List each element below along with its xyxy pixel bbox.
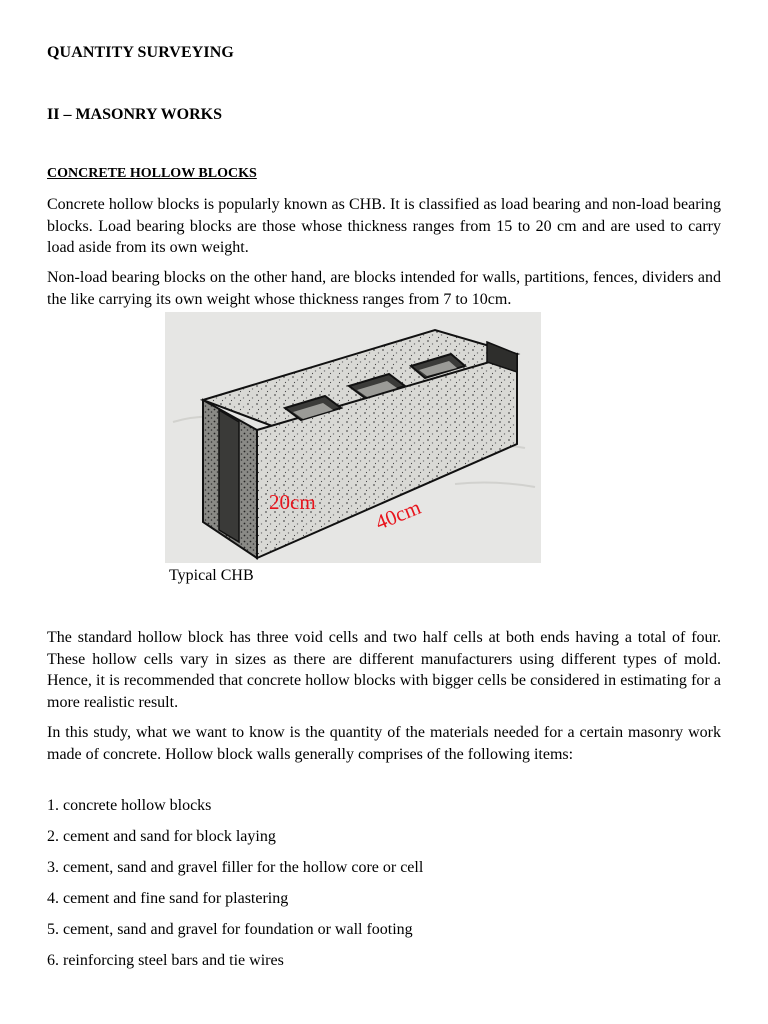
paragraph-chb-definition: Concrete hollow blocks is popularly known as CHB. It is classified as load bearing and non-load bearing blocks. Load bearing blocks are those whose thickness ranges from 15 to 20 cm and are used to carry load aside from its own weight. [47, 196, 721, 256]
section-heading: II – MASONRY WORKS [47, 106, 223, 123]
materials-list [47, 796, 423, 982]
chb-figure [165, 312, 541, 563]
subsection-heading: CONCRETE HOLLOW BLOCKS [47, 166, 257, 181]
paragraph-non-load-bearing: Non-load bearing blocks on the other hand, are blocks intended for walls, partitions, fences, dividers and the like carrying its own weight whose thickness ranges from 7 to 10cm. [47, 269, 721, 308]
length-label: 40cm [371, 494, 425, 535]
list-item: 3. cement, sand and gravel filler for the hollow core or cell [47, 859, 424, 876]
list-item: 6. reinforcing steel bars and tie wires [47, 952, 284, 969]
document-title: QUANTITY SURVEYING [47, 44, 234, 61]
list-item: 2. cement and sand for block laying [47, 828, 276, 845]
paragraph-standard-block: The standard hollow block has three void cells and two half cells at both ends having a total of four. These hollow cells vary in sizes as there are different manufacturers using different types of mold. Hence, it is recommended that concrete hollow blocks with bigger cells be considered in estimating for a more realistic result. [47, 629, 721, 711]
list-item: 4. cement and fine sand for plastering [47, 890, 289, 907]
paragraph-study-scope: In this study, what we want to know is the quantity of the materials needed for a certain masonry work made of concrete. Hollow block walls generally comprises of the following items: [47, 724, 721, 763]
height-label: 20cm [269, 490, 316, 514]
list-item: 1. concrete hollow blocks [47, 797, 212, 814]
chb-illustration [165, 312, 541, 563]
list-item: 5. cement, sand and gravel for foundation or wall footing [47, 921, 413, 938]
figure-caption: Typical CHB [169, 567, 254, 584]
